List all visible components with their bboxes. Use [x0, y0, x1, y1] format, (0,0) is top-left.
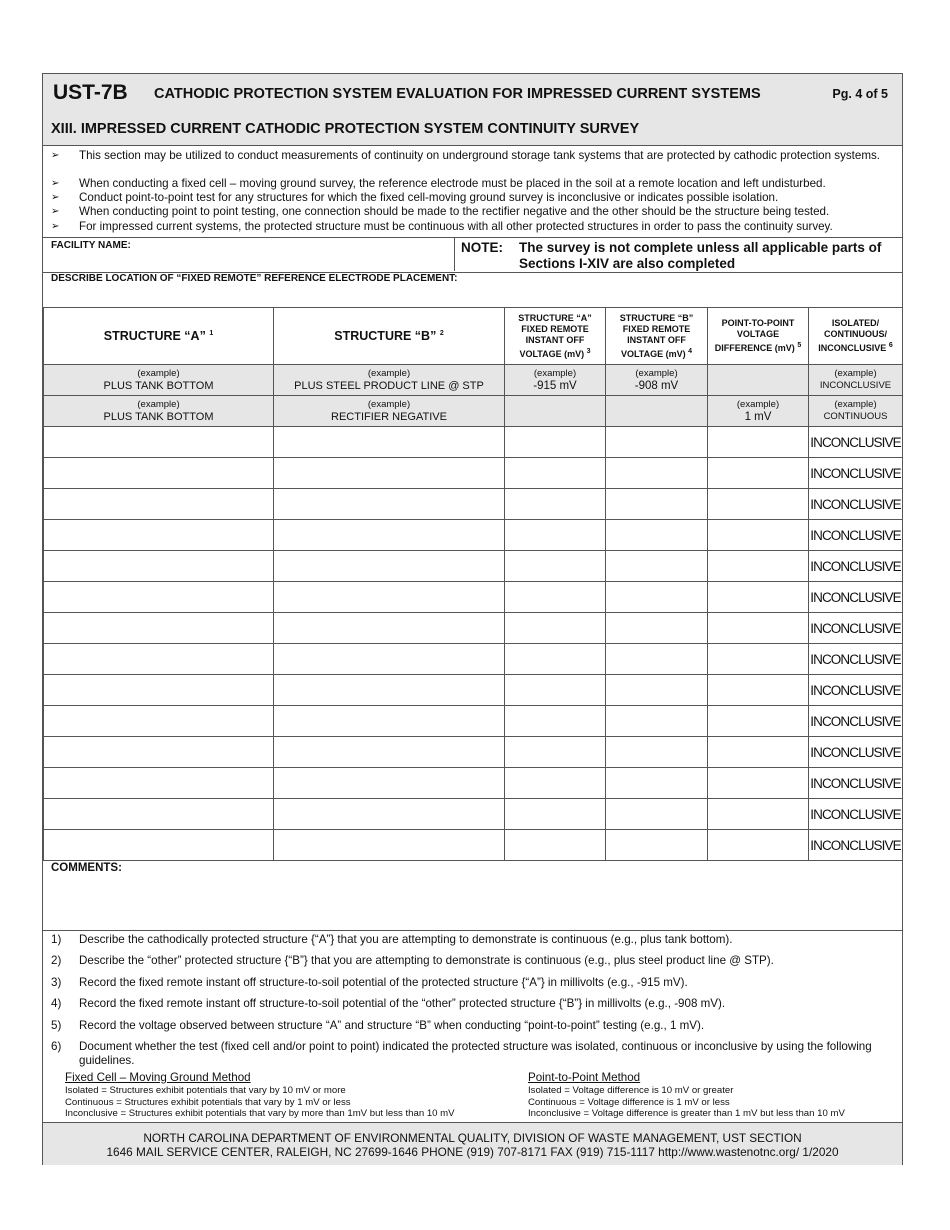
continuity-table [43, 307, 903, 861]
result-cell[interactable]: INCONCLUSIVE [809, 830, 903, 861]
footer-agency: NORTH CAROLINA DEPARTMENT OF ENVIRONMENTAL QUALITY, DIVISION OF WASTE MANAGEMENT, UST SECTION [143, 1131, 802, 1145]
structure-a-input[interactable] [44, 582, 274, 613]
bullet-arrow-icon: ➢ [51, 221, 60, 232]
note-label: NOTE: [461, 240, 503, 255]
point-to-point-input[interactable] [708, 644, 809, 675]
point-to-point-guidelines: Point-to-Point Method Isolated = Voltage difference is 10 mV or greater Continuous = Voltage difference is 1 mV or less Inconclusive = Voltage difference is greater than 1 mV but less than 10 mV [528, 1071, 898, 1120]
bullet-arrow-icon: ➢ [51, 178, 60, 189]
structure-b-input[interactable] [274, 675, 505, 706]
structure-a-voltage-input[interactable] [505, 830, 606, 861]
point-to-point-input[interactable] [708, 706, 809, 737]
result-cell[interactable]: INCONCLUSIVE [809, 675, 903, 706]
point-to-point-title: Point-to-Point Method [528, 1071, 641, 1084]
comments-field[interactable] [43, 860, 902, 931]
column-header-structure-b: STRUCTURE “B” $^2$ [274, 308, 505, 365]
point-to-point-input[interactable] [708, 582, 809, 613]
point-to-point-input[interactable] [708, 675, 809, 706]
table-row [44, 458, 903, 489]
structure-a-input[interactable] [44, 489, 274, 520]
structure-b-voltage-input[interactable] [606, 706, 708, 737]
structure-b-voltage-input[interactable] [606, 613, 708, 644]
note-text: The survey is not complete unless all applicable parts of Sections I-XIV are also completed [519, 240, 882, 271]
structure-b-voltage-input[interactable] [606, 644, 708, 675]
table-row [44, 551, 903, 582]
structure-a-voltage-input[interactable] [505, 644, 606, 675]
example-row: (example) PLUS TANK BOTTOM (example) PLUS STEEL PRODUCT LINE @ STP (example) -915 mV (example) -908 mV (example) INCONCLUSIVE [44, 365, 903, 396]
point-to-point-input[interactable] [708, 799, 809, 830]
structure-a-voltage-input[interactable] [505, 427, 606, 458]
table-row [44, 768, 903, 799]
structure-a-input[interactable] [44, 737, 274, 768]
result-cell[interactable]: INCONCLUSIVE [809, 768, 903, 799]
form-page: UST-7B CATHODIC PROTECTION SYSTEM EVALUATION FOR IMPRESSED CURRENT SYSTEMS Pg. 4 of 5 XIII. IMPRESSED CURRENT CATHODIC PROTECTION SYSTEM CONTINUITY SURVEY ➢ This section may be utilized to conduct measurements of continuity on underground storage tank systems that are protected by cathodic protection systems. ➢ When conducting a fixed cell – moving ground survey, the reference electrode must be placed in the soil at a remote location and left undisturbed. ➢ Conduct point-to-point test for any structures for which the fixed cell-moving ground survey is inconclusive or indicates possible isolation. ➢ When conducting point to point testing, one connection should be made to the rectifier negative and the other should be the structure being tested. ➢ For impressed current systems, the protected structure must be continuous with all other protected structures in order to pass the continuity survey. FACILITY NAME: NOTE: The survey is not complete unless all applicable parts of Sections I-XIV are also completed DESCRIBE LOCATION OF “FIXED REMOTE” REFERENCE ELECTRODE PLACEMENT: STRUCTURE “A” $^1$ STRUCTURE “B” $^2$ STRUCTURE “A” FIXED REMOTE INSTANT OFF VOLTAGE (mV) $^3$ STRUCTURE “B” FIXED REMOTE INSTANT OFF VOLTAGE (mV) $^4$ POINT-TO-POINT VOLTAGE DIFFERENCE (mV) $^5$ ISOLATED/ CONTINUOUS/ INCONCLUSIVE $^6$ (example) PLUS TANK BOTTOM (example) PLUS STEEL PRODUCT LINE @ STP (example) -915 mV (example) -908 mV (example) INCONCLUSIVE (example) PLUS TANK BOTTOM (example) RECTIFIER NEGATIVE (example) 1 mV (example) CONTINUOUS INCONCLUSIVE INCONCLUSIVE INCONCLUSIVE INCONCLUSIVE INCONCLUSIVE INCONCLUSIVE INCONCLUSIVE INCONCLUSIVE INCONCLUSIVE INCONCLUSIVE INCONCLUSIVE INCONCLUSIVE INCONCLUSIVE INCONCLUSIVE COMMENTS: 1) Describe the cathodically protected structure {“A”} that you are attempting to demonstrate is continuous (e.g., plus tank bottom). 2) Describe the “other” protected structure {“B”} that you are attempting to demonstrate is continuous (e.g., plus steel product line @ STP). 3) Record the fixed remote instant off structure-to-soil potential of the protected structure {“A”} in millivolts (e.g., -915 mV). 4) Record the fixed remote instant off structure-to-soil potential of the “other” protected structure {“B”} in millivolts (e.g., -908 mV). 5) Record the voltage observed between structure “A” and structure “B” when conducting “point-to-point” testing (e.g., 1 mV). 6) Document whether the test (fixed cell and/or point to point) indicated the protected structure was isolated, continuous or inconclusive by using the following guidelines. Fixed Cell – Moving Ground Method Isolated = Structures exhibit potentials that vary by 10 mV or more Continuous = Structures exhibit potentials that vary by 1 mV or less Inconclusive = Structures exhibit potentials that vary by more than 1mV but less than 10 mV Point-to-Point Method Isolated = Voltage difference is 10 mV or greater Continuous = Voltage difference is 1 mV or less Inconclusive = Voltage difference is greater than 1 mV but less than 10 mV NORTH CAROLINA DEPARTMENT OF ENVIRONMENTAL QUALITY, DIVISION OF WASTE MANAGEMENT, UST SECTION 1646 MAIL SERVICE CENTER, RALEIGH, NC 27699-1646 PHONE (919) 707-8171 FAX (919) 715-1117 http://www.wastenotnc.org/ 1/2020 [42, 73, 903, 1165]
result-cell[interactable]: INCONCLUSIVE [809, 520, 903, 551]
comments-label: COMMENTS: [51, 862, 122, 874]
structure-a-input[interactable] [44, 675, 274, 706]
structure-b-input[interactable] [274, 427, 505, 458]
structure-a-input[interactable] [44, 830, 274, 861]
result-cell[interactable]: INCONCLUSIVE [809, 613, 903, 644]
electrode-location-field[interactable] [43, 271, 902, 308]
result-cell[interactable]: INCONCLUSIVE [809, 799, 903, 830]
structure-a-voltage-input[interactable] [505, 582, 606, 613]
structure-a-voltage-input[interactable] [505, 768, 606, 799]
column-header-point-to-point: POINT-TO-POINT VOLTAGE DIFFERENCE (mV) $^5$ [708, 308, 809, 365]
structure-b-input[interactable] [274, 582, 505, 613]
structure-b-input[interactable] [274, 768, 505, 799]
structure-a-input[interactable] [44, 799, 274, 830]
structure-a-input[interactable] [44, 520, 274, 551]
bullet-arrow-icon: ➢ [51, 206, 60, 217]
point-to-point-input[interactable] [708, 613, 809, 644]
result-cell[interactable]: INCONCLUSIVE [809, 644, 903, 675]
structure-a-voltage-input[interactable] [505, 551, 606, 582]
section-header [43, 114, 902, 146]
bullet-arrow-icon: ➢ [51, 192, 60, 203]
structure-a-voltage-input[interactable] [505, 489, 606, 520]
column-header-structure-a-voltage: STRUCTURE “A” FIXED REMOTE INSTANT OFF VOLTAGE (mV) $^3$ [505, 308, 606, 365]
form-header [43, 74, 902, 115]
structure-a-voltage-input[interactable] [505, 520, 606, 551]
structure-a-voltage-input[interactable] [505, 675, 606, 706]
structure-b-voltage-input[interactable] [606, 520, 708, 551]
structure-a-input[interactable] [44, 427, 274, 458]
facility-name-label: FACILITY NAME: [51, 240, 131, 251]
structure-b-voltage-input[interactable] [606, 737, 708, 768]
table-row [44, 737, 903, 768]
table-row [44, 613, 903, 644]
structure-b-voltage-input[interactable] [606, 458, 708, 489]
column-header-result: ISOLATED/ CONTINUOUS/ INCONCLUSIVE $^6$ [809, 308, 903, 365]
structure-a-input[interactable] [44, 768, 274, 799]
point-to-point-input[interactable] [708, 458, 809, 489]
table-row [44, 830, 903, 861]
structure-b-input[interactable] [274, 613, 505, 644]
structure-b-input[interactable] [274, 551, 505, 582]
section-title: XIII. IMPRESSED CURRENT CATHODIC PROTECTION SYSTEM CONTINUITY SURVEY [51, 121, 640, 137]
structure-b-voltage-input[interactable] [606, 551, 708, 582]
table-header-row [44, 308, 903, 365]
column-header-structure-a: STRUCTURE “A” $^1$ [44, 308, 274, 365]
structure-a-input[interactable] [44, 551, 274, 582]
structure-a-input[interactable] [44, 613, 274, 644]
table-row [44, 520, 903, 551]
structure-b-input[interactable] [274, 706, 505, 737]
column-header-structure-b-voltage: STRUCTURE “B” FIXED REMOTE INSTANT OFF VOLTAGE (mV) $^4$ [606, 308, 708, 365]
structure-b-voltage-input[interactable] [606, 427, 708, 458]
structure-b-input[interactable] [274, 489, 505, 520]
fixed-cell-title: Fixed Cell – Moving Ground Method [65, 1071, 251, 1084]
structure-b-voltage-input[interactable] [606, 675, 708, 706]
table-row [44, 675, 903, 706]
structure-b-voltage-input[interactable] [606, 799, 708, 830]
structure-a-voltage-input[interactable] [505, 613, 606, 644]
form-footer [43, 1122, 902, 1165]
example-row: (example) PLUS TANK BOTTOM (example) RECTIFIER NEGATIVE (example) 1 mV (example) CONTINUOUS [44, 396, 903, 427]
structure-a-voltage-input[interactable] [505, 737, 606, 768]
point-to-point-input[interactable] [708, 830, 809, 861]
structure-a-voltage-input[interactable] [505, 799, 606, 830]
structure-b-input[interactable] [274, 520, 505, 551]
structure-b-voltage-input[interactable] [606, 830, 708, 861]
footer-contact: 1646 MAIL SERVICE CENTER, RALEIGH, NC 27699-1646 PHONE (919) 707-8171 FAX (919) 715-1117 http://www.wastenotnc.org/ 1/2020 [106, 1145, 839, 1159]
point-to-point-input[interactable] [708, 427, 809, 458]
facility-name-field[interactable] [43, 237, 902, 273]
structure-b-input[interactable] [274, 458, 505, 489]
structure-a-input[interactable] [44, 458, 274, 489]
point-to-point-input[interactable] [708, 768, 809, 799]
table-row [44, 799, 903, 830]
result-cell[interactable]: INCONCLUSIVE [809, 489, 903, 520]
structure-b-input[interactable] [274, 644, 505, 675]
structure-a-input[interactable] [44, 706, 274, 737]
result-cell[interactable]: INCONCLUSIVE [809, 706, 903, 737]
table-row [44, 706, 903, 737]
result-cell[interactable]: INCONCLUSIVE [809, 427, 903, 458]
point-to-point-input[interactable] [708, 489, 809, 520]
table-row [44, 582, 903, 613]
structure-b-voltage-input[interactable] [606, 582, 708, 613]
result-cell[interactable]: INCONCLUSIVE [809, 551, 903, 582]
fixed-cell-guidelines: Fixed Cell – Moving Ground Method Isolated = Structures exhibit potentials that vary by 10 mV or more Continuous = Structures exhibit potentials that vary by 1 mV or less Inconclusive = Structures exhibit potentials that vary by more than 1mV but less than 10 mV [65, 1071, 525, 1120]
structure-b-input[interactable] [274, 830, 505, 861]
table-row [44, 644, 903, 675]
result-cell[interactable]: INCONCLUSIVE [809, 582, 903, 613]
table-row [44, 427, 903, 458]
point-to-point-input[interactable] [708, 551, 809, 582]
structure-b-input[interactable] [274, 799, 505, 830]
page-number: Pg. 4 of 5 [832, 87, 888, 101]
table-row [44, 489, 903, 520]
structure-a-input[interactable] [44, 644, 274, 675]
point-to-point-input[interactable] [708, 737, 809, 768]
structure-b-voltage-input[interactable] [606, 489, 708, 520]
point-to-point-input[interactable] [708, 520, 809, 551]
result-cell[interactable]: INCONCLUSIVE [809, 458, 903, 489]
structure-a-voltage-input[interactable] [505, 458, 606, 489]
structure-a-voltage-input[interactable] [505, 706, 606, 737]
form-id: UST-7B [53, 81, 128, 104]
structure-b-voltage-input[interactable] [606, 768, 708, 799]
result-cell[interactable]: INCONCLUSIVE [809, 737, 903, 768]
completion-note [454, 238, 903, 271]
form-title: CATHODIC PROTECTION SYSTEM EVALUATION FOR IMPRESSED CURRENT SYSTEMS [154, 86, 761, 102]
bullet-arrow-icon: ➢ [51, 150, 60, 161]
electrode-location-label: DESCRIBE LOCATION OF “FIXED REMOTE” REFERENCE ELECTRODE PLACEMENT: [51, 273, 458, 284]
structure-b-input[interactable] [274, 737, 505, 768]
